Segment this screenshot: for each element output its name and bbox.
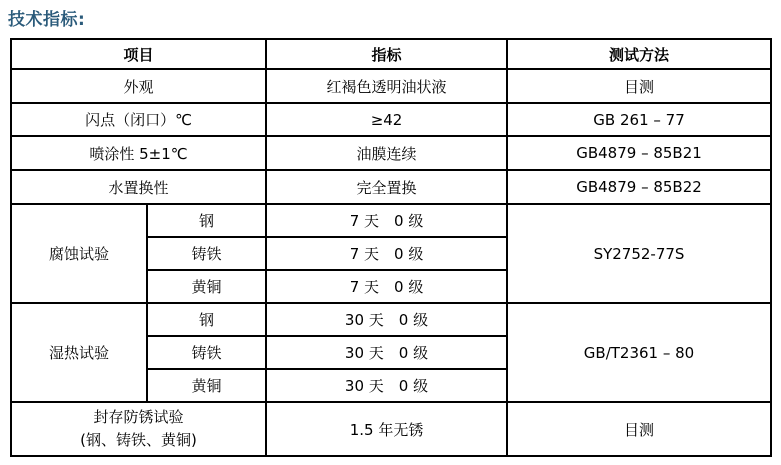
cell-value: 30 天 0 级 [266,369,507,402]
cell-method: SY2752-77S [507,204,771,303]
table-row [11,204,771,237]
spec-table [10,38,772,457]
table-row [11,136,771,170]
cell-item [11,402,266,456]
cell-value: 1.5 年无锈 [266,402,507,456]
header-cell-value: 指标 [266,39,507,69]
cell-value: 30 天 0 级 [266,303,507,336]
cell-value: 油膜连续 [266,136,507,170]
cell-value: ≥42 [266,103,507,136]
cell-value: 7 天 0 级 [266,204,507,237]
cell-method: GB4879 – 85B22 [507,170,771,204]
cell-material: 钢 [147,204,266,237]
cell-item: 外观 [11,69,266,103]
table-row [11,103,771,136]
cell-material: 铸铁 [147,336,266,369]
cell-method: 目测 [507,402,771,456]
cell-item: 闪点（闭口）℃ [11,103,266,136]
cell-material: 黄铜 [147,270,266,303]
cell-item: 水置换性 [11,170,266,204]
cell-item: 喷涂性 5±1℃ [11,136,266,170]
header-cell-method: 测试方法 [507,39,771,69]
table-row [11,69,771,103]
cell-value: 7 天 0 级 [266,237,507,270]
header-cell-item: 项目 [11,39,266,69]
cell-group-label: 腐蚀试验 [11,204,147,303]
page-title: 技术指标: [8,10,86,30]
cell-value: 完全置换 [266,170,507,204]
cell-value: 7 天 0 级 [266,270,507,303]
cell-material: 黄铜 [147,369,266,402]
cell-group-label: 湿热试验 [11,303,147,402]
cell-item-line1: 封存防锈试验 [93,408,184,426]
cell-material: 钢 [147,303,266,336]
table-row [11,303,771,336]
cell-value: 红褐色透明油状液 [266,69,507,103]
table-row [11,170,771,204]
cell-method: GB/T2361 – 80 [507,303,771,402]
cell-item-line2: (钢、铸铁、黄铜) [80,431,197,449]
cell-method: 目测 [507,69,771,103]
cell-material: 铸铁 [147,237,266,270]
header-row [11,39,771,69]
cell-method: GB 261 – 77 [507,103,771,136]
table-row [11,402,771,456]
cell-value: 30 天 0 级 [266,336,507,369]
cell-method: GB4879 – 85B21 [507,136,771,170]
